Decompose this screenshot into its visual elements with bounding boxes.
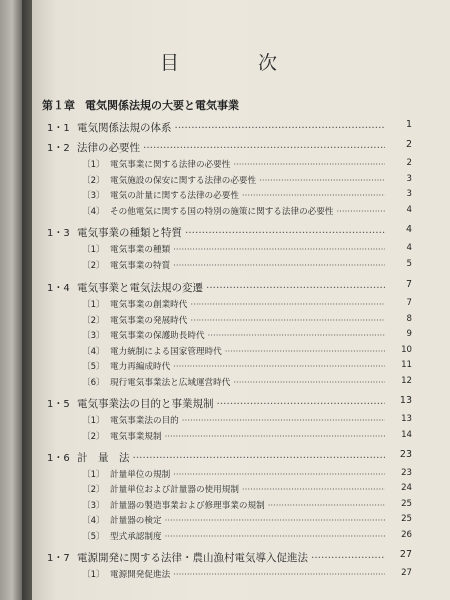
previous-page-edge: [0, 0, 22, 600]
entry-title: 電気事業の種類と特質: [77, 227, 182, 239]
toc-subsection-entry: [82, 298, 412, 310]
entry-title: 電気事業に関する法律の必要性: [110, 160, 231, 170]
entry-number: 1・4: [47, 283, 70, 294]
toc-section-entry: [47, 449, 412, 465]
entry-page-number: 3: [406, 174, 412, 184]
entry-number: 〔5〕: [82, 532, 105, 542]
entry-page-number: 23: [399, 449, 412, 460]
entry-page-number: 3: [406, 189, 412, 199]
toc-section-entry: [47, 279, 412, 295]
entry-title: 電気事業規制: [110, 432, 162, 442]
entry-number: 〔4〕: [82, 207, 105, 217]
toc-subsection-entry: [82, 174, 412, 186]
entry-title: 電気事業法の目的と事業規制: [77, 398, 214, 410]
entry-title: 法律の必要性: [77, 142, 140, 154]
entry-page-number: 4: [406, 243, 412, 253]
entry-page-number: 13: [401, 414, 412, 424]
entry-number: 1・7: [47, 553, 70, 564]
dot-leader: [242, 191, 385, 201]
entry-page-number: 11: [401, 360, 412, 370]
entry-number: 〔1〕: [82, 470, 105, 480]
entry-title: 計量単位の規制: [110, 470, 171, 480]
entry-number: 1・6: [47, 453, 70, 464]
entry-page-number: 2: [406, 158, 412, 168]
toc-subsection-entry: [82, 360, 412, 372]
dot-leader: [143, 142, 385, 154]
entry-title: 計量器の検定: [110, 516, 162, 526]
toc-subsection-entry: [82, 414, 412, 426]
entry-number: 〔3〕: [82, 501, 105, 511]
entry-page-number: 9: [406, 329, 412, 339]
toc-subsection-entry: [82, 483, 412, 495]
dot-leader: [165, 432, 385, 442]
dot-leader: [336, 207, 385, 217]
toc-subsection-entry: [82, 376, 412, 388]
entry-page-number: 23: [401, 468, 412, 478]
toc-section-entry: [47, 139, 412, 155]
dot-leader: [185, 227, 385, 239]
entry-page-number: 5: [406, 259, 412, 269]
dot-leader: [133, 452, 386, 464]
entry-title: 電気関係法規の体系: [77, 122, 172, 134]
toc-subsection-entry: [82, 314, 412, 326]
entry-number: 〔5〕: [82, 362, 105, 372]
entry-title: 電気事業の種類: [110, 245, 171, 255]
entry-page-number: 24: [401, 483, 412, 493]
entry-title: 電気事業の発展時代: [110, 316, 188, 326]
entry-page-number: 12: [401, 376, 412, 386]
entry-page-number: 7: [406, 298, 412, 308]
toc-subsection-entry: [82, 530, 412, 542]
dot-leader: [233, 160, 385, 170]
entry-title: 電源開発促進法: [110, 570, 171, 580]
toc-subsection-entry: [82, 345, 412, 357]
entry-page-number: 1: [405, 119, 412, 130]
dot-leader: [259, 176, 385, 186]
entry-title: 現行電気事業法と広域運営時代: [110, 378, 231, 388]
toc-subsection-entry: [82, 568, 412, 580]
chapter-number: 第１章: [42, 99, 75, 112]
dot-leader: [206, 282, 385, 294]
entry-title: 電気施設の保安に関する法律の必要性: [110, 176, 257, 186]
entry-number: 〔4〕: [82, 347, 105, 357]
entry-page-number: 27: [399, 549, 412, 560]
toc-section-entry: [47, 395, 412, 411]
dot-leader: [173, 570, 385, 580]
dot-leader: [242, 485, 385, 495]
entry-title: 計 量 法: [77, 452, 130, 464]
toc-section-entry: [47, 224, 412, 240]
entry-page-number: 7: [405, 279, 412, 290]
toc-subsection-entry: [82, 514, 412, 526]
entry-number: 〔2〕: [82, 316, 105, 326]
dot-leader: [173, 245, 385, 255]
entry-number: 〔2〕: [82, 176, 105, 186]
entry-number: 〔6〕: [82, 378, 105, 388]
entry-page-number: 8: [406, 314, 412, 324]
entry-page-number: 27: [401, 568, 412, 578]
toc-page: [32, 0, 450, 600]
dot-leader: [165, 516, 385, 526]
entry-page-number: 10: [401, 345, 412, 355]
entry-title: その他電気に関する国の特別の施策に関する法律の必要性: [110, 207, 334, 217]
dot-leader: [173, 261, 385, 271]
entry-number: 〔3〕: [82, 191, 105, 201]
entry-number: 〔2〕: [82, 432, 105, 442]
entry-number: 〔1〕: [82, 416, 105, 426]
toc-subsection-entry: [82, 243, 412, 255]
entry-number: 〔1〕: [82, 160, 105, 170]
toc-subsection-entry: [82, 430, 412, 442]
entry-title: 電源開発に関する法律・農山漁村電気導入促進法: [77, 552, 308, 564]
title-char-1: 目: [160, 52, 180, 74]
toc-section-entry: [47, 549, 412, 565]
toc-subsection-entry: [82, 189, 412, 201]
entry-title: 電気事業の保護助長時代: [110, 331, 205, 341]
dot-leader: [173, 362, 385, 372]
entry-number: 〔1〕: [82, 300, 105, 310]
entry-number: 〔1〕: [82, 570, 105, 580]
entry-title: 電気事業の創業時代: [110, 300, 188, 310]
entry-page-number: 25: [401, 514, 412, 524]
entry-page-number: 13: [399, 395, 412, 406]
toc-section-entry: [47, 119, 412, 135]
dot-leader: [173, 470, 385, 480]
entry-title: 電気事業の特質: [110, 261, 171, 271]
toc-subsection-entry: [82, 205, 412, 217]
toc-list: [32, 0, 450, 600]
entry-number: 〔1〕: [82, 245, 105, 255]
dot-leader: [268, 501, 385, 511]
toc-subsection-entry: [82, 329, 412, 341]
entry-number: 1・2: [47, 143, 70, 154]
dot-leader: [311, 552, 385, 564]
entry-page-number: 4: [406, 205, 412, 215]
toc-subsection-entry: [82, 468, 412, 480]
entry-page-number: 2: [405, 139, 412, 150]
entry-title: 電気事業法の目的: [110, 416, 179, 426]
entry-title: 電気の計量に関する法律の必要性: [110, 191, 239, 201]
entry-number: 1・1: [47, 123, 70, 134]
dot-leader: [208, 331, 385, 341]
title-char-2: 次: [258, 52, 278, 74]
entry-title: 計量器の製造事業および修理事業の規制: [110, 501, 265, 511]
dot-leader: [190, 316, 385, 326]
entry-title: 電力統制による国家管理時代: [110, 347, 222, 357]
dot-leader: [165, 532, 385, 542]
entry-page-number: 26: [401, 530, 412, 540]
entry-title: 型式承認制度: [110, 532, 162, 542]
toc-subsection-entry: [82, 158, 412, 170]
dot-leader: [182, 416, 385, 426]
entry-number: 1・5: [47, 399, 70, 410]
entry-page-number: 4: [405, 224, 412, 235]
entry-page-number: 25: [401, 499, 412, 509]
dot-leader: [190, 300, 385, 310]
dot-leader: [175, 122, 386, 134]
entry-number: 〔2〕: [82, 261, 105, 271]
dot-leader: [233, 378, 385, 388]
entry-title: 電気事業と電気法規の変遷: [77, 282, 203, 294]
toc-subsection-entry: [82, 499, 412, 511]
entry-title: 電力再編成時代: [110, 362, 171, 372]
entry-number: 1・3: [47, 228, 70, 239]
entry-page-number: 14: [401, 430, 412, 440]
entry-number: 〔4〕: [82, 516, 105, 526]
dot-leader: [225, 347, 385, 357]
chapter-title: 電気関係法規の大要と電気事業: [85, 99, 239, 112]
entry-number: 〔3〕: [82, 331, 105, 341]
entry-title: 計量単位および計量器の使用規制: [110, 485, 239, 495]
dot-leader: [217, 398, 386, 410]
toc-subsection-entry: [82, 259, 412, 271]
entry-number: 〔2〕: [82, 485, 105, 495]
book-gutter: [22, 0, 32, 600]
